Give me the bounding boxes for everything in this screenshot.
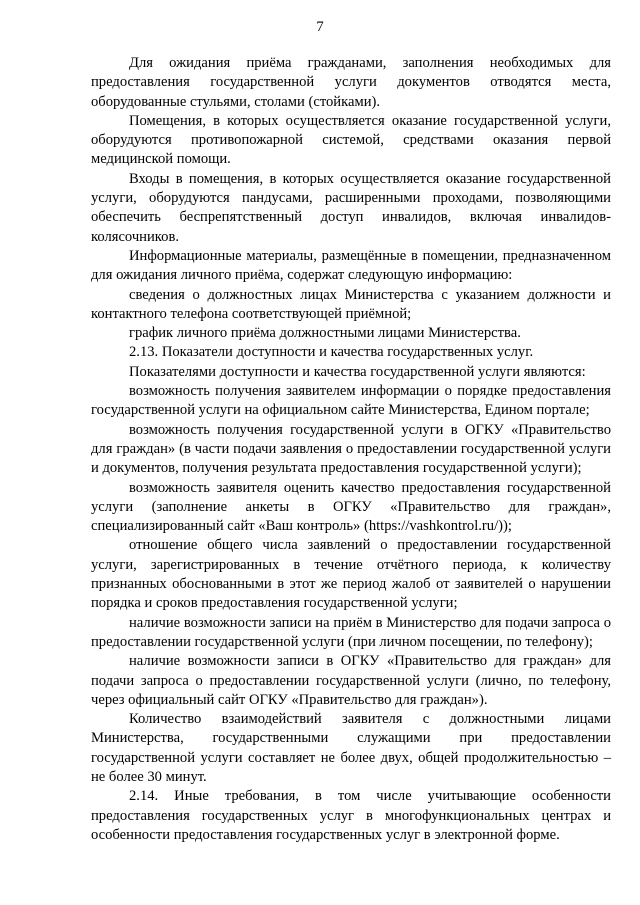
list-item-ministry-appointment: наличие возможности записи на приём в Министерство для подачи запроса о предоставлении государственной услуги (при личном посещении, по телефону);: [91, 614, 611, 650]
paragraph-waiting-places: Для ожидания приёма гражданами, заполнения необходимых для предоставления государственной услуги документов отводятся места, оборудованные стульями, столами (стойками).: [91, 55, 611, 110]
document-body: [91, 54, 611, 845]
list-item-info-on-website: возможность получения заявителем информации о порядке предоставления государственной услуги на официальном сайте Министерства, Едином портале;: [91, 383, 611, 419]
list-item-service-in-ogku: возможность получения государственной услуги в ОГКУ «Правительство для граждан» (в части подачи заявления о предоставлении государственной услуги и документов, получения результата предоставления государственной услуги);: [91, 421, 611, 477]
list-item-ogku-appointment: наличие возможности записи в ОГКУ «Правительство для граждан» для подачи запроса о предоставлении государственной услуги (лично, по телефону, через официальный сайт ОГКУ «Правительство для граждан»).: [91, 653, 611, 708]
paragraph-indicators-intro: Показателями доступности и качества государственной услуги являются:: [129, 363, 586, 380]
paragraph-entrances: Входы в помещения, в которых осуществляется оказание государственной услуги, оборудуются пандусами, расширенными проходами, позволяющими обеспечить беспрепятственный доступ инвалидов, включая инвалидов-колясочников.: [91, 170, 611, 245]
paragraph-officials-info: сведения о должностных лицах Министерства с указанием должности и контактного телефона соответствующей приёмной;: [91, 286, 611, 322]
paragraph-reception-schedule: график личного приёма должностными лицами Министерства.: [129, 325, 521, 342]
list-item-complaints-ratio: отношение общего числа заявлений о предоставлении государственной услуги, зарегистрированных в течение отчётного периода, к количеству признанных обоснованными в этот же период жалоб от заявителей о нарушении порядка и сроков предоставления государственной услуги;: [91, 537, 611, 612]
list-item-quality-rating: возможность заявителя оценить качество предоставления государственной услуги (заполнение анкеты в ОГКУ «Правительство для граждан», специализированный сайт «Ваш контроль» (https://vashkontrol.ru/));: [91, 479, 611, 535]
paragraph-fire-safety: Помещения, в которых осуществляется оказание государственной услуги, оборудуются противопожарной системой, средствами оказания первой медицинской помощи.: [91, 112, 611, 168]
page-number: 7: [316, 19, 324, 35]
section-heading-2-13: 2.13. Показатели доступности и качества государственных услуг.: [129, 344, 534, 361]
paragraph-info-materials: Информационные материалы, размещённые в помещении, предназначенном для ожидания личного приёма, содержат следующую информацию:: [91, 247, 611, 284]
section-heading-2-14: 2.14. Иные требования, в том числе учитывающие особенности предоставления государственных услуг в многофункциональных центрах и особенности предоставления государственных услуг в электронной форме.: [91, 788, 611, 843]
paragraph-interactions-count: Количество взаимодействий заявителя с должностными лицами Министерства, государственными служащими при предоставлении государственной услуги составляет не более двух, общей продолжительностью – не более 30 минут.: [91, 711, 611, 785]
